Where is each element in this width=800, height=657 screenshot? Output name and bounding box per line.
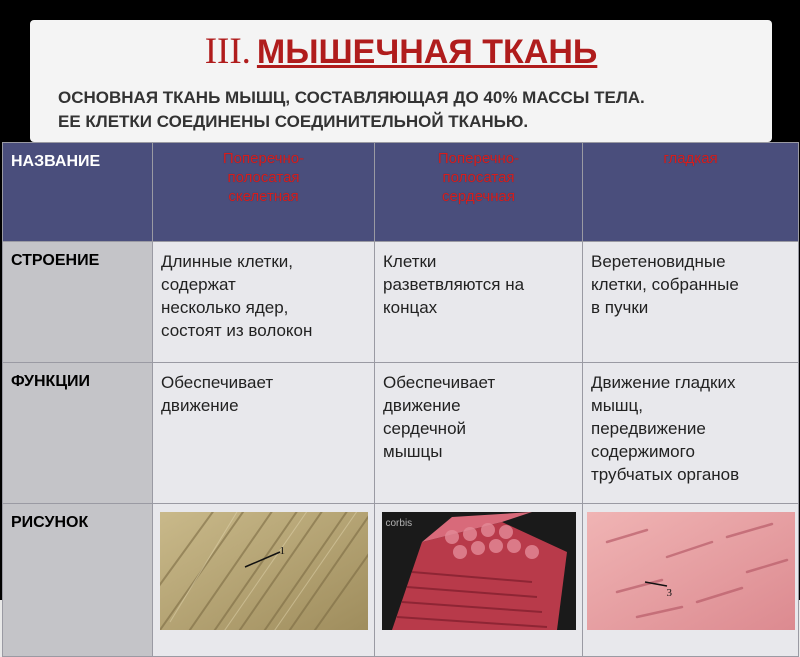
cell-line: состоят из волокон: [161, 321, 313, 340]
cell-structure-cardiac: [375, 242, 583, 363]
header-line: полосатая: [227, 169, 300, 186]
cell-line: содержат: [161, 275, 236, 294]
micrograph-marker-1: 1: [279, 545, 285, 557]
skeletal-muscle-micrograph: [160, 512, 368, 630]
header-skeletal: [153, 143, 375, 242]
cell-picture-cardiac: [375, 504, 583, 657]
cell-line: мышц,: [591, 396, 644, 415]
micrograph-marker-3: 3: [666, 587, 672, 599]
header-line: скелетная: [228, 188, 299, 205]
cell-line: Обеспечивает: [161, 373, 274, 392]
row-label-picture: РИСУНОК: [3, 504, 153, 657]
header-label-name: НАЗВАНИЕ: [3, 143, 153, 242]
cell-line: трубчатых органов: [591, 465, 740, 484]
table-row-functions: [3, 363, 799, 504]
cell-line: Длинные клетки,: [161, 252, 293, 271]
cell-line: мышцы: [383, 442, 443, 461]
subtitle-line: ЕЕ КЛЕТКИ СОЕДИНЕНЫ СОЕДИНИТЕЛЬНОЙ ТКАНЬЮ.: [58, 112, 529, 131]
subtitle-line: ОСНОВНАЯ ТКАНЬ МЫШЦ, СОСТАВЛЯЮЩАЯ ДО 40% МАССЫ ТЕЛА.: [58, 88, 645, 107]
header-cardiac: [375, 143, 583, 242]
slide-subtitle: [58, 86, 758, 134]
cell-line: концах: [383, 298, 438, 317]
cell-line: Движение гладких: [591, 373, 736, 392]
cell-line: Клетки: [383, 252, 437, 271]
slide-title: [30, 30, 772, 74]
cell-line: сердечной: [383, 419, 467, 438]
cell-line: Обеспечивает: [383, 373, 496, 392]
cell-line: несколько ядер,: [161, 298, 289, 317]
cell-functions-skeletal: [153, 363, 375, 504]
row-label-structure: СТРОЕНИЕ: [3, 242, 153, 363]
cardiac-muscle-micrograph: [382, 512, 576, 630]
cell-line: движение: [383, 396, 461, 415]
cell-line: движение: [161, 396, 239, 415]
cell-line: Веретеновидные: [591, 252, 726, 271]
header-line: полосатая: [442, 169, 515, 186]
table-row-picture: [3, 504, 799, 657]
header-line: Поперечно-: [222, 150, 305, 167]
cell-line: клетки, собранные: [591, 275, 739, 294]
image-watermark: corbis: [385, 518, 413, 529]
muscle-tissue-table: [2, 142, 799, 657]
cell-line: разветвляются на: [383, 275, 525, 294]
cell-line: содержимого: [591, 442, 695, 461]
header-line: гладкая: [663, 150, 718, 167]
table-header-row: [3, 143, 799, 242]
cell-structure-skeletal: [153, 242, 375, 363]
cell-picture-skeletal: [153, 504, 375, 657]
cell-functions-smooth: [583, 363, 799, 504]
cell-line: в пучки: [591, 298, 649, 317]
header-line: сердечная: [441, 188, 515, 205]
cell-structure-smooth: [583, 242, 799, 363]
title-roman-numeral: III.: [204, 31, 251, 72]
cell-functions-cardiac: [375, 363, 583, 504]
header-smooth: [583, 143, 799, 242]
cell-picture-smooth: [583, 504, 799, 657]
slide-header: [30, 20, 772, 142]
title-text: МЫШЕЧНАЯ ТКАНЬ: [256, 33, 598, 71]
smooth-muscle-micrograph: [587, 512, 795, 630]
header-line: Поперечно-: [437, 150, 520, 167]
row-label-functions: ФУНКЦИИ: [3, 363, 153, 504]
cell-line: передвижение: [591, 419, 706, 438]
table-row-structure: [3, 242, 799, 363]
